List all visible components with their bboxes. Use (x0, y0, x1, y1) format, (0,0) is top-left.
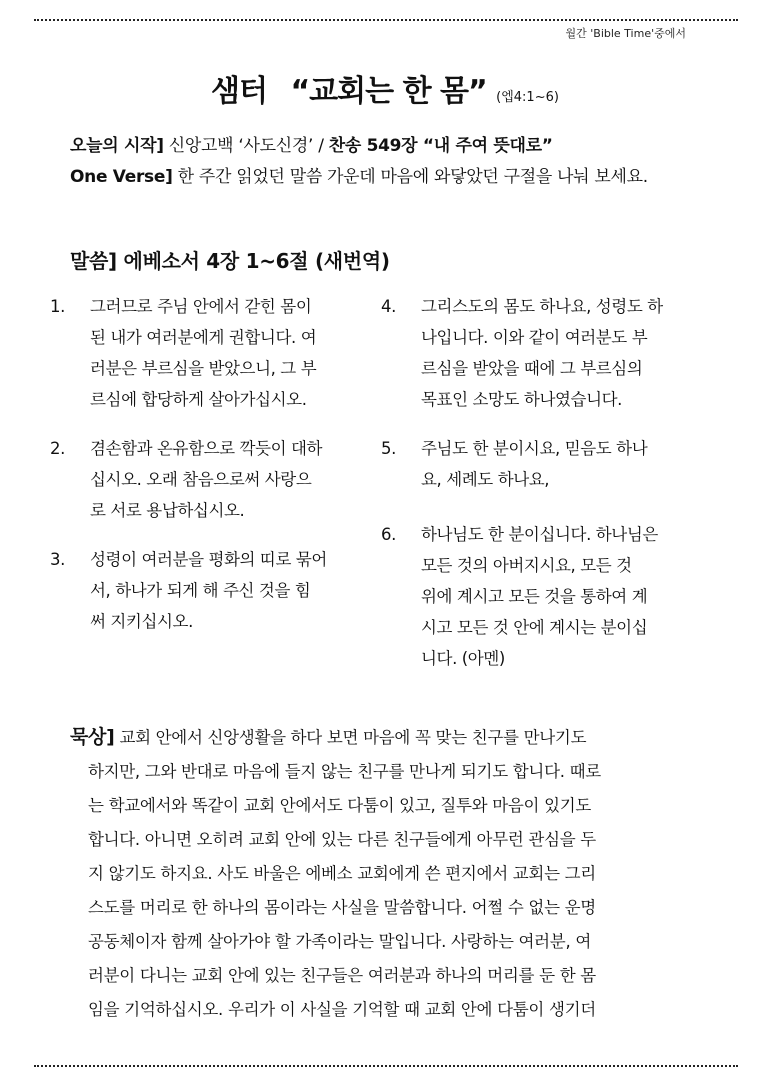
verse-line: 목표인 소망도 하나였습니다. (421, 390, 623, 409)
verse-line: 그리스도의 몸도 하나요, 성령도 하 (421, 297, 663, 316)
verse-line: 르심에 합당하게 살아가십시오. (90, 390, 307, 409)
verse-line: 나입니다. 이와 같이 여러분도 부 (421, 328, 648, 347)
verse-line: 로 서로 용납하십시오. (90, 501, 245, 520)
page-title (0, 66, 770, 110)
verse-line: 위에 계시고 모든 것을 통하여 계 (421, 587, 648, 606)
intro-one-verse (70, 162, 648, 187)
verse-2 (50, 433, 384, 526)
verse-line: 니다. (아멘) (421, 649, 505, 668)
verse-line: 러분은 부르심을 받았으니, 그 부 (90, 359, 317, 378)
meditation-line (70, 720, 700, 755)
verse-line: 된 내가 여러분에게 권합니다. 여 (90, 328, 317, 347)
verse-line: 시고 모든 것 안에 계시는 분이십 (421, 618, 648, 637)
verse-number: 4. (381, 297, 396, 316)
verse-column-left (50, 291, 384, 655)
meditation-text: 교회 안에서 신앙생활을 하다 보면 마음에 꼭 맞는 친구를 만나기도 (114, 728, 587, 747)
verse-6 (381, 519, 715, 674)
verse-line: 주님도 한 분이시요, 믿음도 하나 (421, 439, 648, 458)
verse-line: 십시오. 오래 참음으로써 사랑으 (90, 470, 312, 489)
meditation-line: 러분이 다니는 교회 안에 있는 친구들은 여러분과 하나의 머리를 둔 한 몸 (88, 966, 596, 985)
verse-line: 하나님도 한 분이십니다. 하나님은 (421, 525, 658, 544)
verse-line: 모든 것의 아버지시요, 모든 것 (421, 556, 632, 575)
verse-column-right (381, 291, 715, 692)
verse-line: 서, 하나가 되게 해 주신 것을 힘 (90, 581, 311, 600)
verse-number: 5. (381, 439, 396, 458)
verse-number: 6. (381, 525, 396, 544)
verse-number: 1. (50, 297, 65, 316)
verse-line: 겸손함과 온유함으로 깍듯이 대하 (90, 439, 323, 458)
meditation-line: 지 않기도 하지요. 사도 바울은 에베소 교회에게 쓴 편지에서 교회는 그리 (88, 864, 596, 883)
verse-line: 르심을 받았을 때에 그 부르심의 (421, 359, 643, 378)
verse-3 (50, 544, 384, 637)
verse-number: 3. (50, 550, 65, 569)
bottom-divider (34, 1065, 738, 1067)
top-divider (34, 19, 738, 21)
verse-5 (381, 433, 715, 495)
meditation-section (70, 720, 700, 1027)
meditation-line: 임을 기억하십시오. 우리가 이 사실을 기억할 때 교회 안에 다툼이 생기더 (88, 1000, 596, 1019)
intro-one-verse-label: One Verse] (70, 167, 173, 187)
title-main: “교회는 한 몸” (290, 74, 487, 109)
intro-opening-text: 신앙고백 ‘사도신경’ / (163, 136, 329, 156)
source-note: 월간 'Bible Time'중에서 (565, 27, 686, 40)
meditation-line: 하지만, 그와 반대로 마음에 들지 않는 친구를 만나게 되기도 합니다. 때로 (88, 762, 601, 781)
meditation-line: 합니다. 아니면 오히려 교회 안에 있는 다른 친구들에게 아무런 관심을 두 (88, 830, 596, 849)
meditation-heading: 묵상] (70, 726, 115, 748)
verse-4 (381, 291, 715, 415)
intro-opening (70, 131, 553, 156)
intro-opening-label: 오늘의 시작] (70, 136, 164, 156)
verse-line: 요, 세례도 하나요, (421, 470, 550, 489)
intro-hymn: 찬송 549장 “내 주여 뜻대로” (328, 136, 553, 156)
verse-1 (50, 291, 384, 415)
verse-line: 성령이 여러분을 평화의 띠로 묶어 (90, 550, 327, 569)
verse-number: 2. (50, 439, 65, 458)
meditation-line: 스도를 머리로 한 하나의 몸이라는 사실을 말씀합니다. 어쩔 수 없는 운명 (88, 898, 596, 917)
verse-line: 그러므로 주님 안에서 갇힌 몸이 (90, 297, 312, 316)
meditation-line: 공동체이자 함께 살아가야 할 가족이라는 말입니다. 사랑하는 여러분, 여 (88, 932, 591, 951)
verse-line: 써 지키십시오. (90, 612, 193, 631)
scripture-heading: 말씀] 에베소서 4장 1~6절 (새번역) (70, 249, 390, 273)
meditation-line: 는 학교에서와 똑같이 교회 안에서도 다툼이 있고, 질투와 마음이 있기도 (88, 796, 591, 815)
intro-one-verse-text: 한 주간 읽었던 말씀 가운데 마음에 와닿았던 구절을 나눠 보세요. (172, 167, 648, 187)
title-reference: (엡4:1~6) (496, 90, 559, 105)
title-prefix: 샘터 (211, 74, 268, 109)
